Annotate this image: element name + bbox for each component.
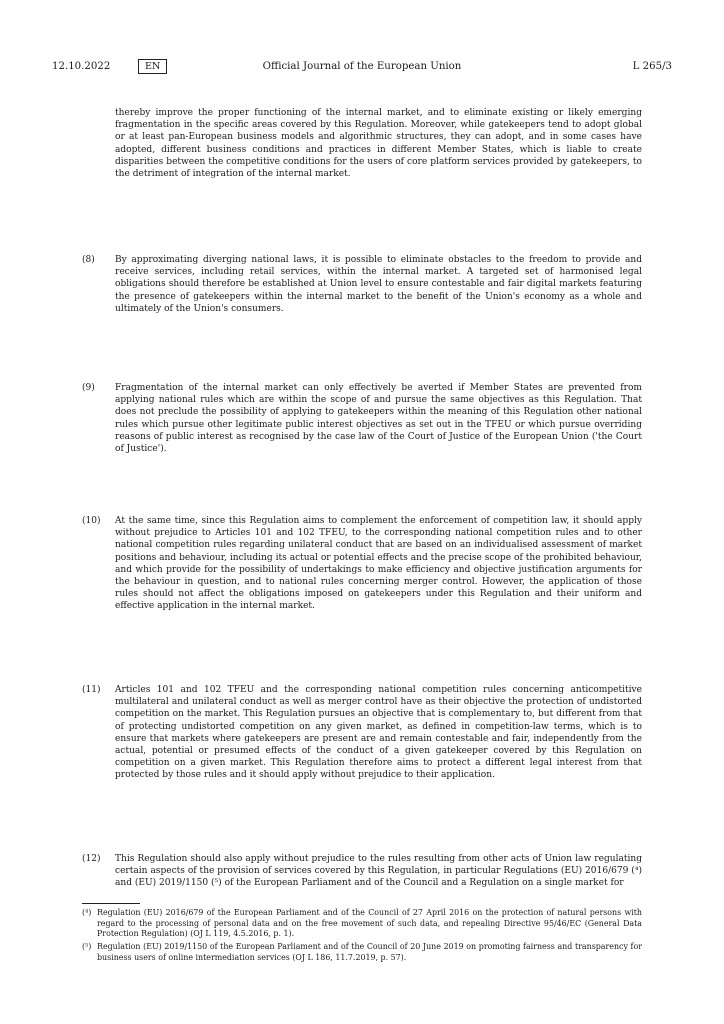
recital-text: At the same time, since this Regulation aims to complement the enforcement of competition law, it should apply without prejudice to Articles 101 and 102 TFEU, to the corresponding national competition rules and to other national competition rules regarding unilateral conduct that are based on an individualised assessment of market positions and behaviour, including its actual or potential effects and the precise scope of the prohibited behaviour, and which provide for the possibility of undertakings to make efficiency and objective justification arguments for the behaviour in question, and to national rules concerning merger control. However, the application of those rules should not affect the obligations imposed on gatekeepers under this Regulation and their uniform and effective application in the internal market. <box>115 516 642 612</box>
recital-text: By approximating diverging national laws, it is possible to eliminate obstacles to the freedom to provide and receive services, including retail services, within the internal market. A targeted set of harmonised legal obligations should therefore be established at Union level to ensure contestable and fair digital markets featuring the presence of gatekeepers within the internal market to the benefit of the Union's economy as a whole and ultimately of the Union's consumers. <box>115 255 642 314</box>
page-reference: L 265/3 <box>632 61 672 72</box>
recital-number: (10) <box>82 516 101 526</box>
recital-number: (8) <box>82 255 95 265</box>
recital-text: This Regulation should also apply without prejudice to the rules resulting from other acts of Union law regulating certain aspects of the provision of services covered by this Regulation, in particular Regulations (EU) 2016/679 (⁴) and (EU) 2019/1150 (⁵) of the European Parliament and of the Council and a Regulation on a single market for <box>115 854 642 889</box>
footnote-text: Regulation (EU) 2019/1150 of the European Parliament and of the Council of 20 June 2019 on promoting fairness and transparency for business users of online intermediation services (OJ L 186, 11.7.2019, p. 57). <box>97 942 642 962</box>
language-badge: EN <box>138 59 167 74</box>
page-header <box>52 61 672 75</box>
footnote-text: Regulation (EU) 2016/679 of the European Parliament and of the Council of 27 April 2016 on the protection of natural persons with regard to the processing of personal data and on the free movement of such data, and repealing Directive 95/46/EC (General Data Protection Regulation) (OJ L 119, 4.5.2016, p. 1). <box>97 908 642 939</box>
journal-title: Official Journal of the European Union <box>262 61 462 72</box>
footnote-divider <box>82 903 140 904</box>
paragraph-continuation: thereby improve the proper functioning of the internal market, and to eliminate existing or likely emerging fragmentation in the specific areas covered by this Regulation. Moreover, while gatekeepers tend to adopt global or at least pan-European business models and algorithmic structures, they can adopt, and in some cases have adopted, different business conditions and practices in different Member States, which is liable to create disparities between the competitive conditions for the users of core platform services provided by gatekeepers, to the detriment of integration of the internal market. <box>115 108 642 180</box>
publication-date: 12.10.2022 <box>52 61 111 72</box>
recital-number: (9) <box>82 383 95 393</box>
footnote-marker: (⁵) <box>82 942 92 951</box>
recital-number: (12) <box>82 854 101 864</box>
footnote-marker: (⁴) <box>82 908 92 917</box>
recital-number: (11) <box>82 685 101 695</box>
recital-text: Fragmentation of the internal market can only effectively be averted if Member States are prevented from applying national rules which are within the scope of and pursue the same objectives as this Regulation. That does not preclude the possibility of applying to gatekeepers within the meaning of this Regulation other national rules which pursue other legitimate public interest objectives as set out in the TFEU or which pursue overriding reasons of public interest as recognised by the case law of the Court of Justice of the European Union ('the Court of Justice'). <box>115 383 642 455</box>
recital-text: Articles 101 and 102 TFEU and the corresponding national competition rules concerning anticompetitive multilateral and unilateral conduct as well as merger control have as their objective the protection of undistorted competition on the market. This Regulation pursues an objective that is complementary to, but different from that of protecting undistorted competition on any given market, as defined in competition-law terms, which is to ensure that markets where gatekeepers are present are and remain contestable and fair, independently from the actual, potential or presumed effects of the conduct of a given gatekeeper covered by this Regulation on competition on a given market. This Regulation therefore aims to protect a different legal interest from that protected by those rules and it should apply without prejudice to their application. <box>115 685 642 781</box>
